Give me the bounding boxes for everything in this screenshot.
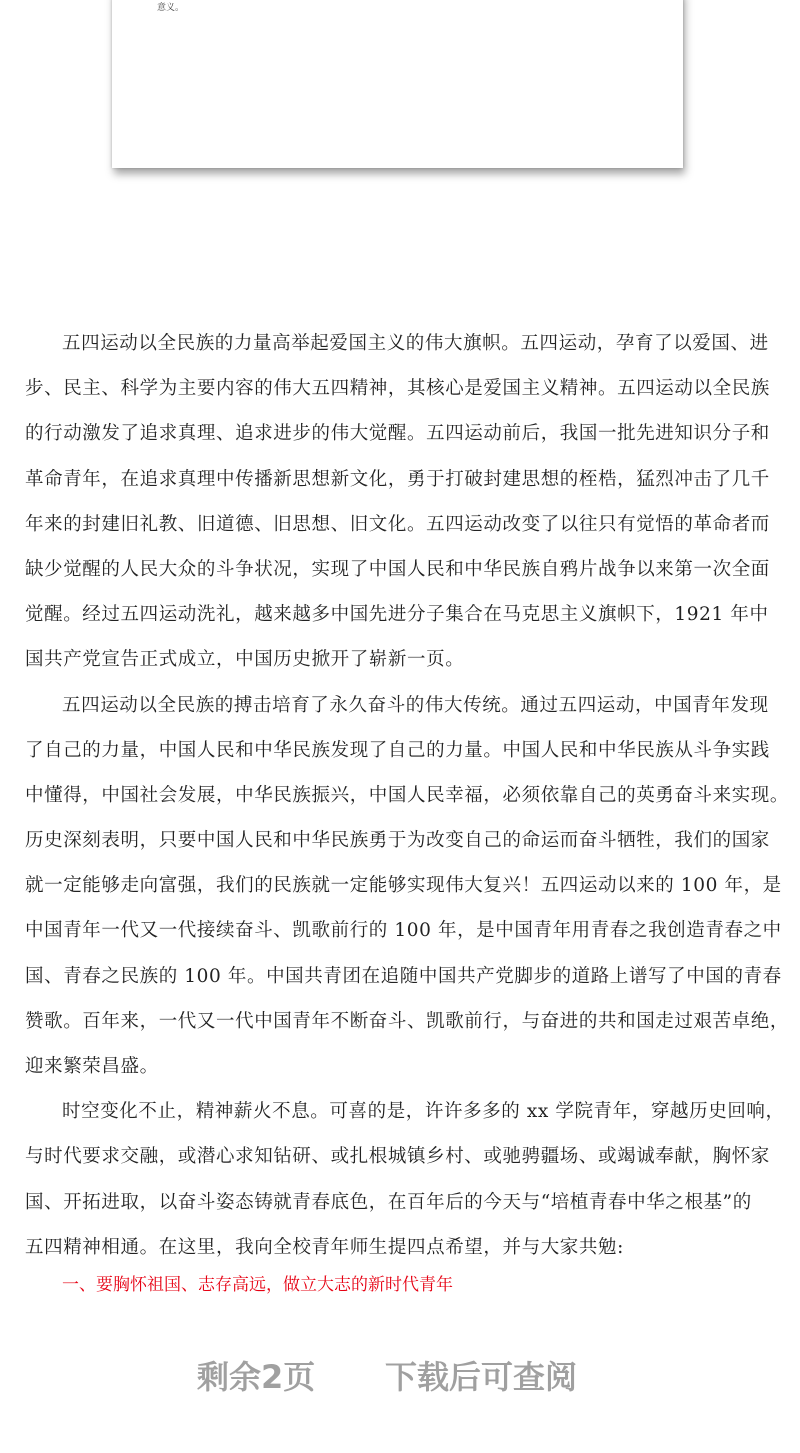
- paragraph-line: 了自己的力量，中国人民和中华民族发现了自己的力量。中国人民和中华民族从斗争实践: [25, 739, 770, 761]
- paragraph-line: 觉醒。经过五四运动洗礼，越来越多中国先进分子集合在马克思主义旗帜下，1921 年中: [25, 604, 769, 626]
- previous-page-tail-text: 意义。: [157, 3, 185, 13]
- paragraph-line: 五四精神相通。在这里，我向全校青年师生提四点希望，并与大家共勉:: [25, 1236, 624, 1258]
- paragraph-line: 革命青年，在追求真理中传播新思想新文化，勇于打破封建思想的桎梏，猛烈冲击了几千: [25, 468, 770, 490]
- paragraph-line: 国共产党宣告正式成立，中国历史掀开了崭新一页。: [25, 649, 465, 671]
- paragraph-line: 就一定能够走向富强，我们的民族就一定能够实现伟大复兴！五四运动以来的 100 年，是: [25, 875, 782, 897]
- paragraph-line: 迎来繁荣昌盛。: [25, 1056, 159, 1077]
- paragraph-line: 中懂得，中国社会发展，中华民族振兴，中国人民幸福，必须依靠自己的英勇奋斗来实现。: [25, 784, 790, 806]
- paragraph-line: 五四运动以全民族的力量高举起爱国主义的伟大旗帜。五四运动，孕育了以爱国、进: [62, 333, 769, 354]
- paragraph-line: 的行动激发了追求真理、追求进步的伟大觉醒。五四运动前后，我国一批先进知识分子和: [25, 423, 770, 445]
- remaining-pages-label: 剩余2页: [197, 1358, 316, 1396]
- paragraph-line: 步、民主、科学为主要内容的伟大五四精神，其核心是爱国主义精神。五四运动以全民族: [25, 378, 770, 400]
- paragraph-line: 与时代要求交融，或潜心求知钻研、或扎根城镇乡村、或驰骋疆场、或竭诚奉献，胸怀家: [25, 1146, 770, 1168]
- section-heading: 一、要胸怀祖国、志存高远，做立大志的新时代青年: [62, 1275, 453, 1295]
- paragraph-line: 时空变化不止，精神薪火不息。可喜的是，许许多多的 xx 学院青年，穿越历史回响，: [62, 1101, 785, 1123]
- download-hint-button[interactable]: 下载后可查阅: [385, 1358, 578, 1396]
- paragraph-line: 历史深刻表明，只要中国人民和中华民族勇于为改变自己的命运而奋斗牺牲，我们的国家: [25, 830, 770, 852]
- paragraph-line: 中国青年一代又一代接续奋斗、凯歌前行的 100 年，是中国青年用青春之我创造青春之中: [25, 920, 782, 942]
- paragraph-line: 五四运动以全民族的搏击培育了永久奋斗的伟大传统。通过五四运动，中国青年发现: [62, 694, 769, 716]
- paragraph-line: 缺少觉醒的人民大众的斗争状况，实现了中国人民和中华民族自鸦片战争以来第一次全面: [25, 558, 770, 580]
- paragraph-line: 年来的封建旧礼教、旧道德、旧思想、旧文化。五四运动改变了以往只有觉悟的革命者而: [25, 513, 770, 535]
- paragraph-line: 国、开拓进取，以奋斗姿态铸就青春底色，在百年后的今天与“培植青春中华之根基”的: [25, 1191, 752, 1213]
- previous-page-preview: [112, 0, 683, 168]
- paragraph-line: 国、青春之民族的 100 年。中国共青团在追随中国共产党脚步的道路上谱写了中国的青春: [25, 965, 782, 987]
- paragraph-line: 赞歌。百年来，一代又一代中国青年不断奋斗、凯歌前行，与奋进的共和国走过艰苦卓绝，: [25, 1010, 790, 1032]
- document-body: [25, 326, 790, 1275]
